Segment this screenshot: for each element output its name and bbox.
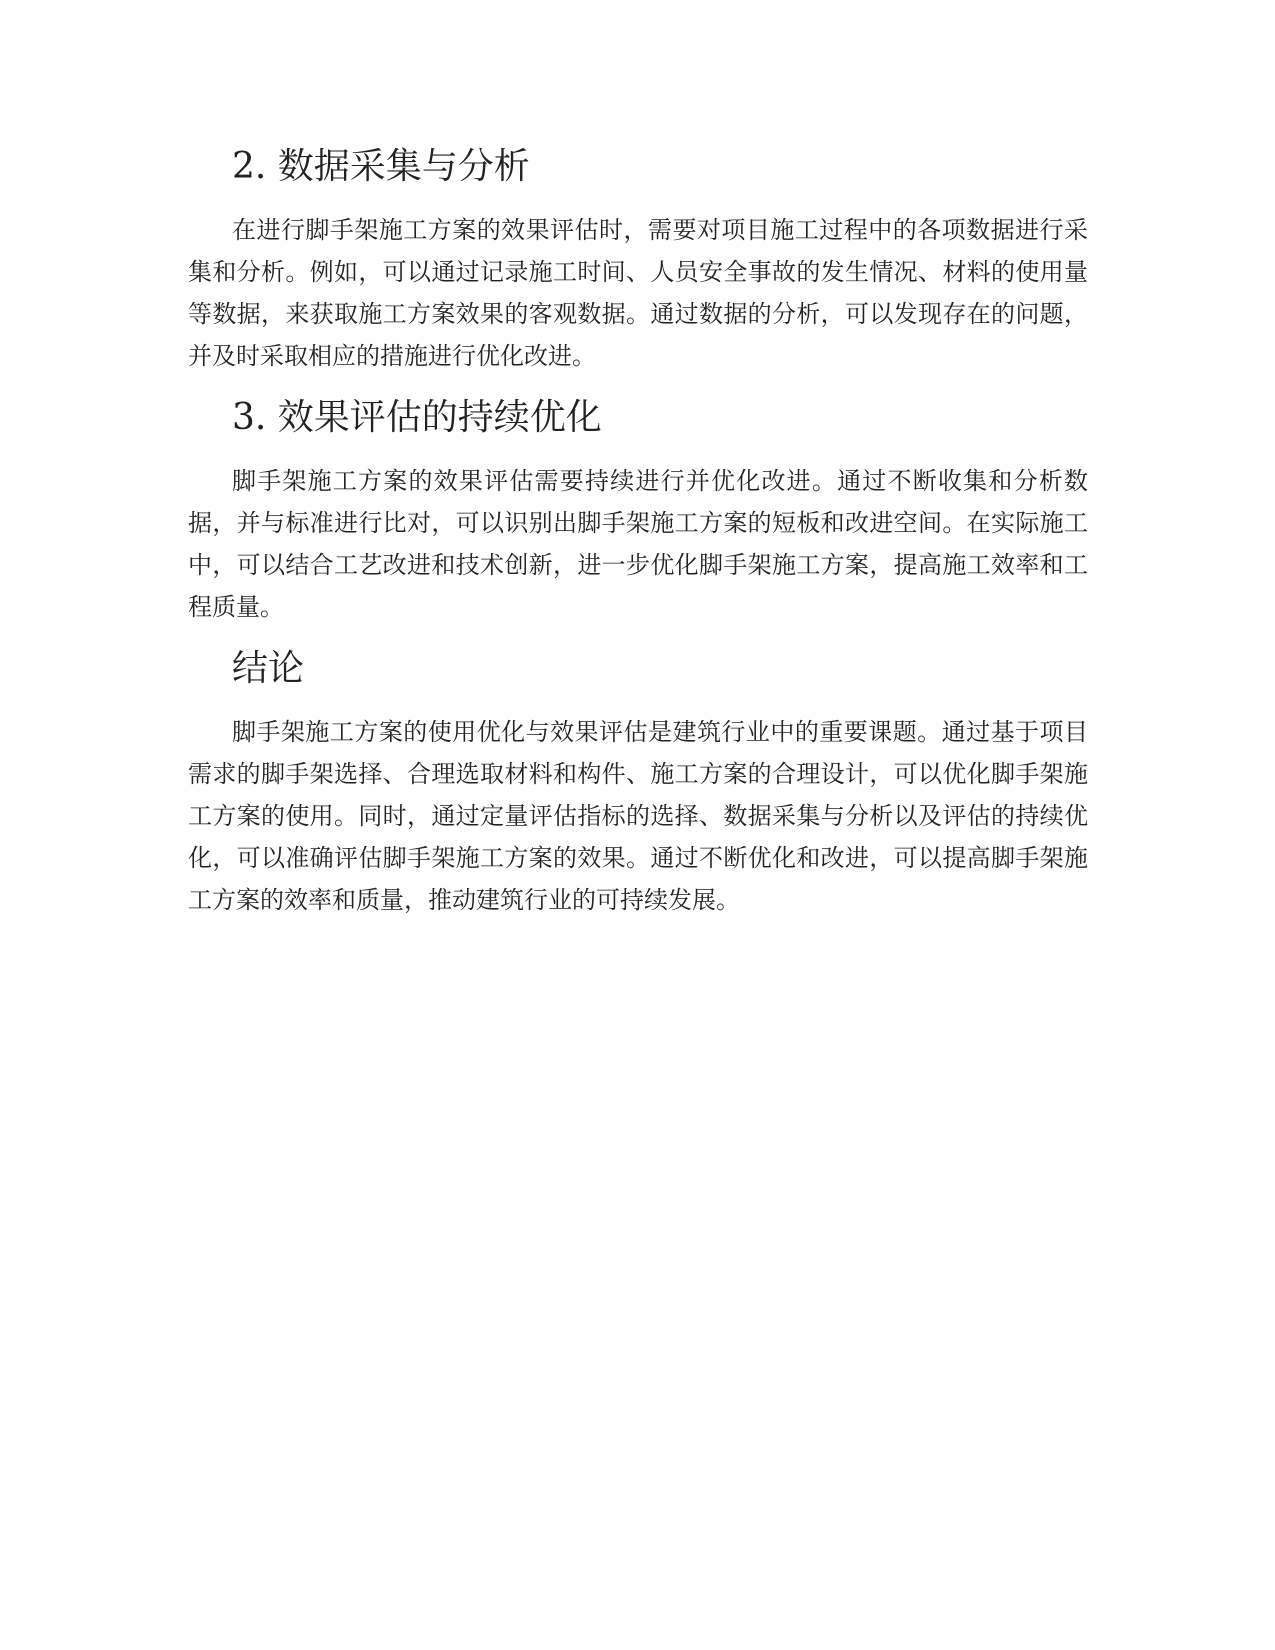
section-paragraph: 脚手架施工方案的效果评估需要持续进行并优化改进。通过不断收集和分析数据，并与标准进行比对，可以识别出脚手架施工方案的短板和改进空间。在实际施工中，可以结合工艺改进和技术创新，进一步优化脚手架施工方案，提高施工效率和工程质量。 — [188, 467, 1088, 621]
section-conclusion — [188, 648, 1088, 921]
section-heading: 结论 — [232, 648, 305, 689]
section-heading: 3. 效果评估的持续优化 — [232, 397, 602, 438]
section-data-collection — [188, 146, 1088, 397]
document-body — [188, 146, 1088, 921]
section-paragraph: 脚手架施工方案的使用优化与效果评估是建筑行业中的重要课题。通过基于项目需求的脚手架选择、合理选取材料和构件、施工方案的合理设计，可以优化脚手架施工方案的使用。同时，通过定量评估指标的选择、数据采集与分析以及评估的持续优化，可以准确评估脚手架施工方案的效果。通过不断优化和改进，可以提高脚手架施工方案的效率和质量，推动建筑行业的可持续发展。 — [188, 718, 1088, 914]
section-heading: 2. 数据采集与分析 — [232, 146, 530, 187]
section-paragraph: 在进行脚手架施工方案的效果评估时，需要对项目施工过程中的各项数据进行采集和分析。例如，可以通过记录施工时间、人员安全事故的发生情况、材料的使用量等数据，来获取施工方案效果的客观数据。通过数据的分析，可以发现存在的问题，并及时采取相应的措施进行优化改进。 — [188, 216, 1088, 370]
section-continuous-optimization — [188, 397, 1088, 648]
